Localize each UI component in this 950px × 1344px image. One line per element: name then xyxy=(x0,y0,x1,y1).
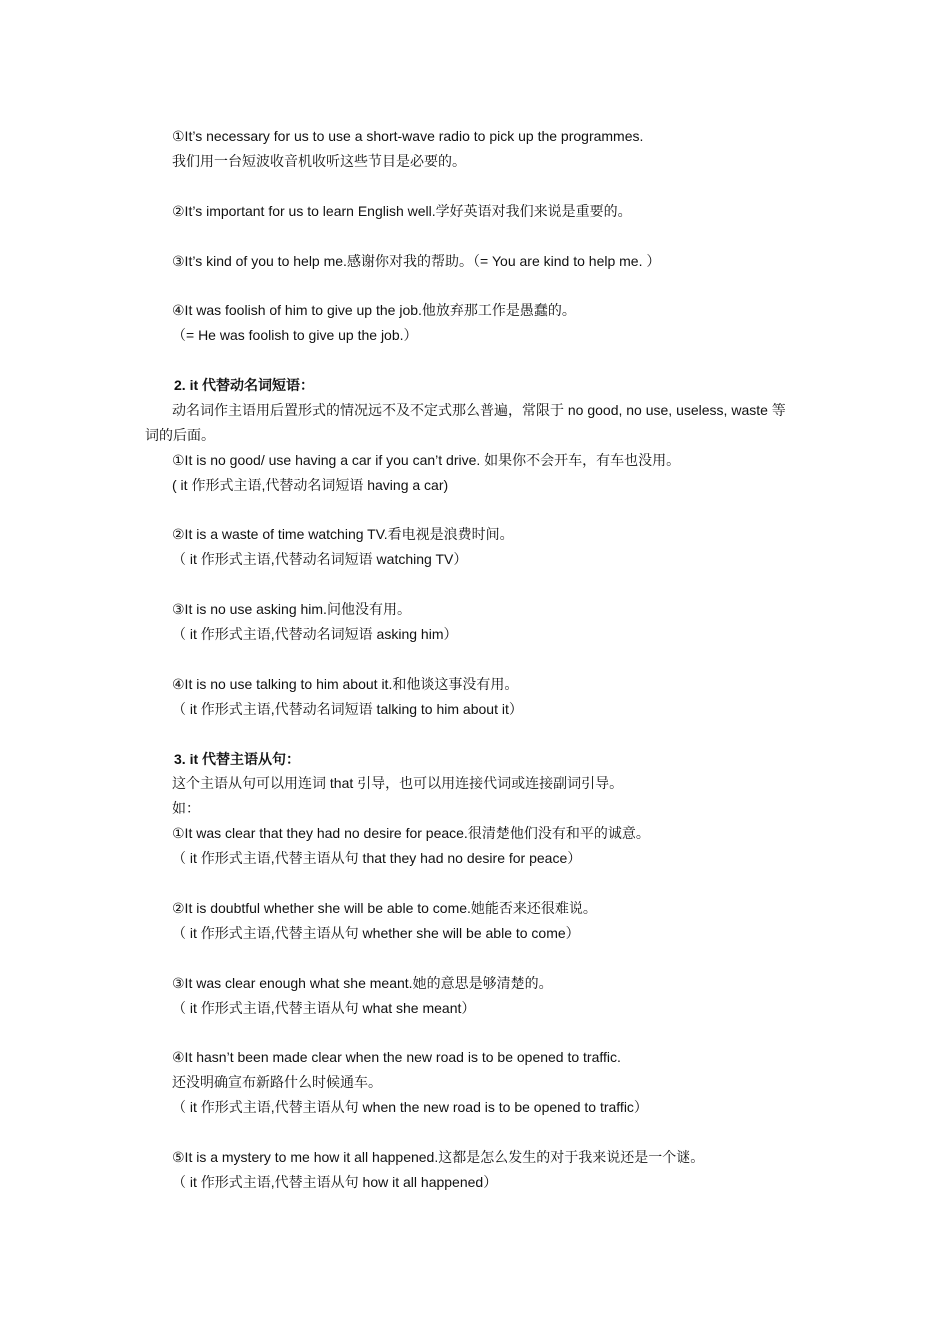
example-sentence: ①It was clear that they had no desire for peace.很清楚他们没有和平的诚意。 xyxy=(172,825,650,841)
example-sentence: ⑤It is a mystery to me how it all happened.这都是怎么发生的对于我来说还是一个谜。 xyxy=(172,1149,705,1165)
section-intro: 这个主语从句可以用连词 that 引导，也可以用连接代词或连接副词引导。 xyxy=(172,775,624,791)
section-intro: 动名词作主语用后置形式的情况远不及不定式那么普遍，常限于 no good, no use, useless, waste 等 xyxy=(172,402,786,418)
example-note: ( it 作形式主语,代替动名词短语 having a car) xyxy=(172,477,449,493)
example-note: （ it 作形式主语,代替主语从句 what she meant） xyxy=(172,1000,476,1016)
example-sentence: ④It was foolish of him to give up the job.他放弃那工作是愚蠢的。 xyxy=(172,302,576,318)
example-note: （= He was foolish to give up the job.） xyxy=(172,327,418,343)
example-note: （ it 作形式主语,代替主语从句 whether she will be able to come） xyxy=(172,925,580,941)
example-sentence: ②It’s important for us to learn English well.学好英语对我们来说是重要的。 xyxy=(172,203,632,219)
section-heading: 2. it 代替动名词短语： xyxy=(174,377,315,393)
example-sentence: ②It is doubtful whether she will be able to come.她能否来还很难说。 xyxy=(172,900,597,916)
example-sentence: ②It is a waste of time watching TV.看电视是浪费时间。 xyxy=(172,526,514,542)
example-sentence: ③It was clear enough what she meant.她的意思是够清楚的。 xyxy=(172,975,553,991)
section-intro-continued: 如： xyxy=(172,800,200,816)
example-sentence: ③It’s kind of you to help me.感谢你对我的帮助。（= You are kind to help me. ） xyxy=(172,253,661,269)
example-sentence: ①It’s necessary for us to use a short-wave radio to pick up the programmes. xyxy=(172,128,644,144)
example-sentence: ④It is no use talking to him about it.和他谈这事没有用。 xyxy=(172,676,519,692)
example-translation: 我们用一台短波收音机收听这些节目是必要的。 xyxy=(172,153,466,169)
example-sentence: ④It hasn’t been made clear when the new road is to be opened to traffic. xyxy=(172,1049,621,1065)
example-note: （ it 作形式主语,代替主语从句 when the new road is to be opened to traffic） xyxy=(172,1099,648,1115)
example-note: （ it 作形式主语,代替动名词短语 talking to him about it） xyxy=(172,701,523,717)
example-note: （ it 作形式主语,代替主语从句 how it all happened） xyxy=(172,1174,498,1190)
section-intro-continued: 词的后面。 xyxy=(145,427,215,443)
example-note: （ it 作形式主语,代替主语从句 that they had no desire for peace） xyxy=(172,850,582,866)
section-heading: 3. it 代替主语从句： xyxy=(174,751,301,767)
example-sentence: ③It is no use asking him.问他没有用。 xyxy=(172,601,411,617)
example-translation: 还没明确宣布新路什么时候通车。 xyxy=(172,1074,382,1090)
example-note: （ it 作形式主语,代替动名词短语 asking him） xyxy=(172,626,458,642)
example-note: （ it 作形式主语,代替动名词短语 watching TV） xyxy=(172,551,468,567)
example-sentence: ①It is no good/ use having a car if you can’t drive. 如果你不会开车，有车也没用。 xyxy=(172,452,681,468)
